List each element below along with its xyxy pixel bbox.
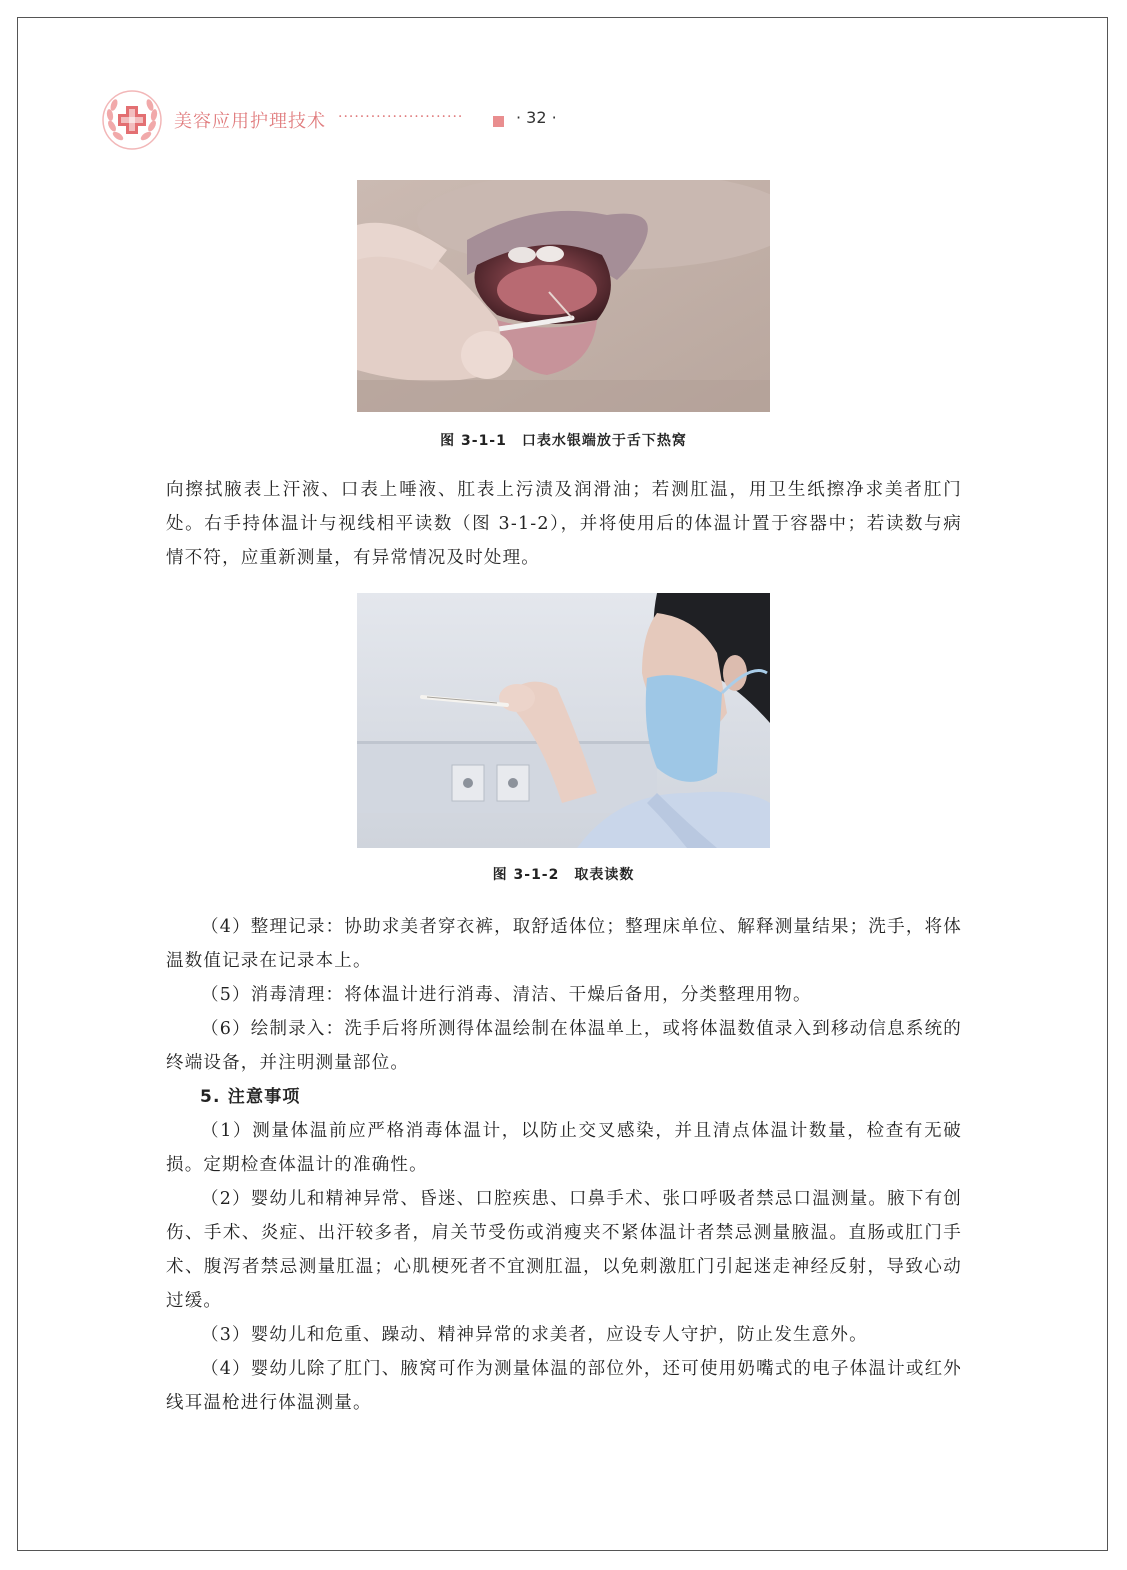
note-paragraph: （4）婴幼儿除了肛门、腋窝可作为测量体温的部位外，还可使用奶嘴式的电子体温计或红外线耳温枪进行体温测量。 (166, 1359, 962, 1413)
running-header (100, 88, 800, 152)
body-text-top (166, 473, 962, 575)
book-title: 美容应用护理技术 (174, 111, 326, 132)
figure-oral-thermometer-photo (357, 180, 770, 412)
figure-2-caption: 图 3-1-2 取表读数 (492, 867, 635, 883)
figure-reading-thermometer-photo (357, 593, 770, 848)
paragraph: （5）消毒清理：将体温计进行消毒、清洁、干燥后备用，分类整理用物。 (201, 985, 812, 1005)
note-paragraph: （2）婴幼儿和精神异常、昏迷、口腔疾患、口鼻手术、张口呼吸者禁忌口温测量。腋下有创伤、手术、炎症、出汗较多者，肩关节受伤或消瘦夹不紧体温计者禁忌测量腋温。直肠或肛门手术、腹泻者禁忌测量肛温；心肌梗死者不宜测肛温，以免刺激肛门引起迷走神经反射，导致心动过缓。 (166, 1189, 962, 1311)
body-text-bottom (166, 910, 962, 1420)
note-paragraph: （3）婴幼儿和危重、躁动、精神异常的求美者，应设专人守护，防止发生意外。 (201, 1325, 868, 1345)
paragraph: 向擦拭腋表上汗液、口表上唾液、肛表上污渍及润滑油；若测肛温，用卫生纸擦净求美者肛门处。右手持体温计与视线相平读数（图 3-1-2），并将使用后的体温计置于容器中；若读数与病情不符，应重新测量，有异常情况及时处理。 (166, 480, 962, 568)
paragraph: （6）绘制录入：洗手后将所测得体温绘制在体温单上，或将体温数值录入到移动信息系统的终端设备，并注明测量部位。 (166, 1019, 962, 1073)
figure-1-caption: 图 3-1-1 口表水银端放于舌下热窝 (440, 433, 687, 449)
section-heading: 5. 注意事项 (200, 1087, 301, 1107)
header-square-marker (493, 116, 504, 127)
paragraph: （4）整理记录：协助求美者穿衣裤，取舒适体位；整理床单位、解释测量结果；洗手，将体温数值记录在记录本上。 (166, 917, 962, 971)
page-number: · 32 · (516, 108, 557, 127)
note-paragraph: （1）测量体温前应严格消毒体温计，以防止交叉感染，并且清点体温计数量，检查有无破损。定期检查体温计的准确性。 (166, 1121, 962, 1175)
nursing-cross-laurel-logo-icon (100, 88, 164, 152)
header-leader-dots: ······················· (338, 109, 464, 125)
